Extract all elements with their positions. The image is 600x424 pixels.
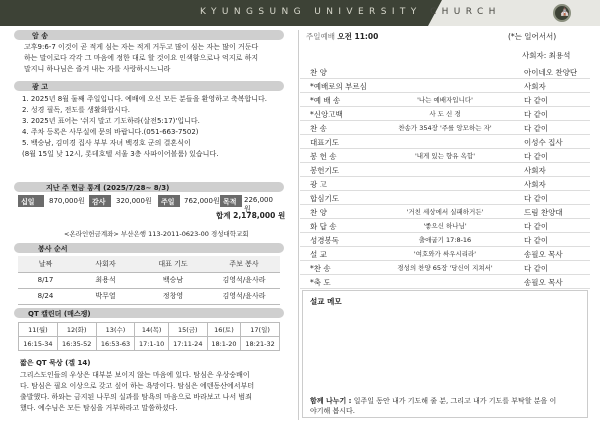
qt-day: 15(금) xyxy=(168,323,207,337)
worship-order-row xyxy=(300,121,590,135)
notice-item: 3. 2025년 표어는 '쉬지 말고 기도하라(살전5:17)'입니다. xyxy=(22,117,200,125)
qt-verse: 17:1-10 xyxy=(135,337,169,351)
qt-day: 16(토) xyxy=(207,323,241,337)
order-item: *신앙고백 xyxy=(310,110,343,119)
qt-verse: 16:15-34 xyxy=(19,337,58,351)
worship-order-row xyxy=(300,205,590,219)
worship-order-row xyxy=(300,65,590,79)
notice-item: 4. 주차 등록은 사무실에 문의 바랍니다.(051-663-7502) xyxy=(22,128,199,136)
qt-day: 12(화) xyxy=(57,323,96,337)
qt-day: 11(월) xyxy=(19,323,58,337)
order-detail: '여호와가 싸우시리라' xyxy=(413,250,477,258)
service-table xyxy=(18,256,280,305)
notice-item: 1. 2025년 8월 둘째 주일입니다. 예배에 오신 모든 분들을 환영하고 축복합니다. xyxy=(22,95,267,103)
table-cell: 정창영 xyxy=(138,288,208,304)
table-header: 대표 기도 xyxy=(138,256,208,272)
memo-footer-label: 함께 나누기 : xyxy=(310,397,352,405)
worship-order-row xyxy=(300,177,590,191)
memo-footer-line: 일주일 동안 내가 기도해 줄 분, 그리고 내가 기도를 부탁할 분을 이 xyxy=(353,397,557,405)
order-person: 다 같이 xyxy=(524,110,549,119)
order-person: 사회자 xyxy=(524,166,546,175)
notice-item: (8월 15일 낮 12시, 롯데호텔 서울 3층 사파이어볼룸) 있습니다. xyxy=(22,150,219,158)
worship-time: 오전 11:00 xyxy=(337,32,379,41)
worship-leader: 사회자: 최용석 xyxy=(522,51,571,60)
worship-note: (*는 일어서서) xyxy=(508,32,557,41)
meditation-title: 짧은 QT 묵상 (겔 14) xyxy=(20,359,91,367)
qt-day: 13(수) xyxy=(96,323,135,337)
table-header: 날짜 xyxy=(18,256,73,272)
memo-footer xyxy=(310,396,556,407)
order-item: 화 답 송 xyxy=(310,222,337,231)
church-name-light: KYUNGSUNG UNIVERSITY xyxy=(200,7,422,17)
order-detail: 사 도 신 경 xyxy=(429,110,461,118)
worship-order-row xyxy=(300,275,590,289)
meditation-line: 다. 탐심은 필요 이상으로 갖고 싶어 하는 욕망이다. 탐심은 에덴동산에서부터 xyxy=(20,382,255,390)
worship-order-row xyxy=(300,149,590,163)
order-detail: 출애굽기 17:8-16 xyxy=(418,236,472,244)
offering-title: 지난 주 헌금 통계 (2025/7/28~ 8/3) xyxy=(46,184,170,192)
meditation-line: 그리스도인들의 우상은 대부분 보이지 않는 마음에 있다. 탐심은 우상숭배이 xyxy=(20,371,250,379)
table-cell: 박무열 xyxy=(73,288,138,304)
worship-order-row xyxy=(300,233,590,247)
order-item: 대표기도 xyxy=(310,138,339,147)
table-row xyxy=(18,288,280,304)
order-person: 이성수 집사 xyxy=(524,138,563,147)
offering-value: 762,000원 xyxy=(184,197,220,205)
church-name-dark: CHURCH xyxy=(429,7,501,17)
service-section-label: 봉사 순서 xyxy=(38,245,68,253)
qt-verse: 18:21-32 xyxy=(241,337,280,351)
order-item: *찬 송 xyxy=(310,264,331,273)
offering-value: 320,000원 xyxy=(116,197,152,205)
worship-order-row xyxy=(300,163,590,177)
qt-verses-row xyxy=(19,337,280,351)
verse-line: 말지니 하나님은 즐겨 내는 자를 사랑하시느니라 xyxy=(24,65,171,73)
order-item: 설 교 xyxy=(310,250,327,259)
verse-section-label: 암 송 xyxy=(32,32,48,40)
order-person: 다 같이 xyxy=(524,124,549,133)
order-item: *예배로의 부르심 xyxy=(310,82,367,91)
order-detail: '거친 세상에서 실패하거든' xyxy=(406,208,484,216)
order-detail: '좋으신 하나님' xyxy=(423,222,467,230)
table-row xyxy=(18,272,280,288)
table-header-row xyxy=(18,256,280,272)
order-item: *축 도 xyxy=(310,278,331,287)
notice-item: 2. 성경 필독, 전도를 생활화합시다. xyxy=(22,106,130,114)
order-person: 다 같이 xyxy=(524,96,549,105)
verse-line: 고후9:6-7 이것이 곧 적게 심는 자는 적게 거두고 많이 심는 자는 많이 거둔다 xyxy=(24,43,259,51)
offering-label: 감사 xyxy=(89,195,111,207)
order-item: 봉헌기도 xyxy=(310,166,339,175)
order-person: 사회자 xyxy=(524,180,546,189)
order-person: 다 같이 xyxy=(524,152,549,161)
qt-section-label: QT 캘린더 (매스쟁) xyxy=(28,310,91,318)
table-cell: 8/24 xyxy=(18,288,73,304)
table-cell: 김영석/윤사라 xyxy=(208,288,280,304)
worship-order-row xyxy=(300,93,590,107)
qt-verse: 16:35-52 xyxy=(57,337,96,351)
table-cell: 백승남 xyxy=(138,272,208,288)
order-person: 송필오 목사 xyxy=(524,250,563,259)
order-person: 드림 찬양대 xyxy=(524,208,563,217)
order-person: 사회자 xyxy=(524,82,546,91)
qt-calendar xyxy=(18,322,280,351)
table-cell: 김영석/윤사라 xyxy=(208,272,280,288)
offering-value: 226,000원 xyxy=(244,196,273,213)
meditation-line: 했다. 예수님은 모든 탐심을 거부하라고 말씀하셨다. xyxy=(20,404,178,412)
order-detail: '내게 있는 향유 옥합' xyxy=(414,152,475,160)
order-person: 다 같이 xyxy=(524,236,549,245)
worship-order-row xyxy=(300,247,590,261)
memo-title: 설교 메모 xyxy=(310,297,342,306)
order-detail: '나는 예배자입니다' xyxy=(417,96,473,104)
page-divider xyxy=(298,30,299,420)
order-person: 송필오 목사 xyxy=(524,278,563,287)
order-detail: 찬송가 354장 '주를 앙모하는 자' xyxy=(398,124,492,132)
church-logo-icon: ⛪ xyxy=(553,4,571,22)
offering-stats xyxy=(18,195,278,216)
offering-label: 목적 xyxy=(220,195,242,207)
order-item: 합심기도 xyxy=(310,194,339,203)
notices-section-label: 광 고 xyxy=(32,83,48,91)
order-item: 성경봉독 xyxy=(310,236,339,245)
offering-account: <온라인헌금계좌> 부산은행 113-2011-0623-00 경성대학교회 xyxy=(64,230,249,238)
church-name xyxy=(200,7,530,17)
qt-day: 17(일) xyxy=(241,323,280,337)
offering-total: 합계 2,178,000 원 xyxy=(216,211,286,220)
order-item: 찬 송 xyxy=(310,124,327,133)
offering-label: 주일 xyxy=(158,195,180,207)
notices-section-bar xyxy=(14,81,284,91)
meditation-line: 출발했다. 하와는 금지된 나무의 실과를 탐욕의 마음으로 바라보고 나서 범죄 xyxy=(20,393,252,401)
notice-item: 5. 백승남, 김미경 집사 부부 자녀 백경호 군의 결혼식이 xyxy=(22,139,191,147)
order-person: 다 같이 xyxy=(524,194,549,203)
qt-day: 14(목) xyxy=(135,323,169,337)
worship-order-row xyxy=(300,107,590,121)
order-item: 찬 양 xyxy=(310,68,327,77)
worship-title xyxy=(306,32,378,43)
worship-order-row xyxy=(300,135,590,149)
qt-days-row xyxy=(19,323,280,337)
offering-label: 십일조 xyxy=(18,195,44,207)
qt-verse: 18:1-20 xyxy=(207,337,241,351)
verse-section-bar xyxy=(14,30,284,40)
worship-order-row xyxy=(300,219,590,233)
table-cell: 8/17 xyxy=(18,272,73,288)
order-item: 광 고 xyxy=(310,180,327,189)
qt-verse: 17:11-24 xyxy=(168,337,207,351)
table-cell: 최용석 xyxy=(73,272,138,288)
order-item: *예 배 송 xyxy=(310,96,341,105)
order-item: 봉 헌 송 xyxy=(310,152,337,161)
order-person: 아이네오 찬양단 xyxy=(524,68,578,77)
worship-order-row xyxy=(300,191,590,205)
order-item: 찬 양 xyxy=(310,208,327,217)
order-person: 다 같이 xyxy=(524,222,549,231)
offering-value: 870,000원 xyxy=(49,197,85,205)
qt-verse: 16:53-63 xyxy=(96,337,135,351)
table-header: 주보 봉사 xyxy=(208,256,280,272)
verse-line: 하는 말이로다 각각 그 마음에 정한 대로 할 것이요 인색함으로나 억지로 하지 xyxy=(24,54,259,62)
worship-order-row xyxy=(300,261,590,275)
worship-order-row xyxy=(300,79,590,93)
memo-footer-line: 야기해 봅시다. xyxy=(310,407,356,415)
order-detail: 경성의 찬양 65장 '당신이 지쳐서' xyxy=(397,264,493,272)
table-header: 사회자 xyxy=(73,256,138,272)
order-person: 다 같이 xyxy=(524,264,549,273)
worship-title-label: 주일예배 xyxy=(306,32,335,41)
